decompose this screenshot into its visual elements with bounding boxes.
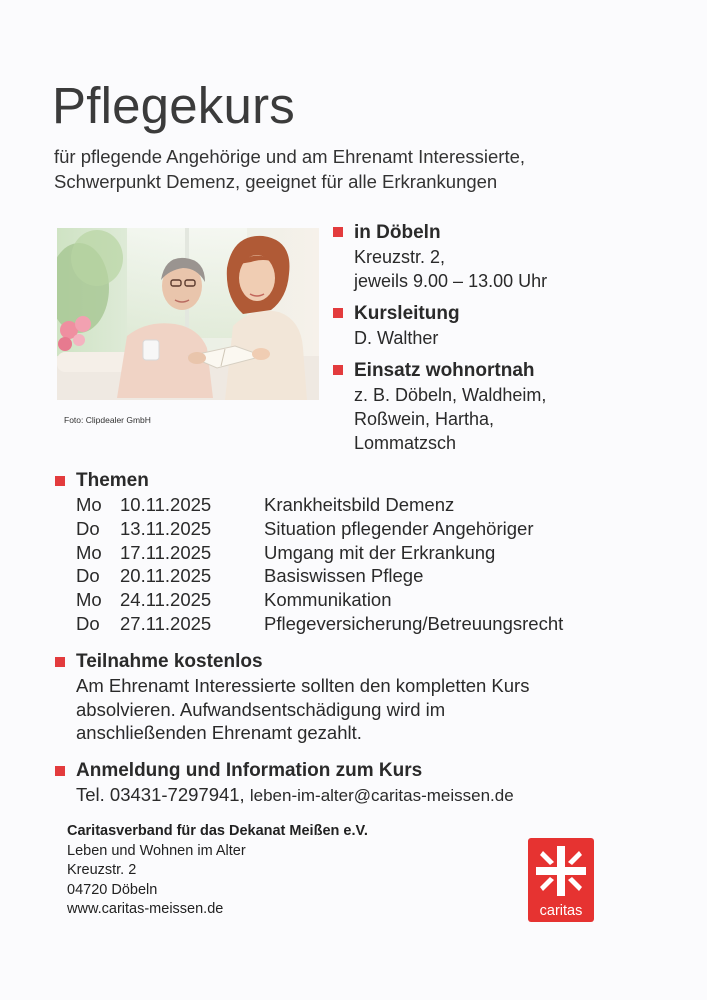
address-city: 04720 Döbeln	[67, 881, 158, 898]
subtitle	[54, 144, 525, 194]
info-line: Roßwein, Hartha,	[354, 409, 495, 429]
table-row	[76, 517, 563, 541]
session-date: 20.11.2025	[120, 565, 212, 587]
bullet-square-icon	[55, 766, 65, 776]
info-line: D. Walther	[354, 328, 439, 348]
session-date: 24.11.2025	[120, 589, 212, 611]
info-heading: Einsatz wohnortnah	[354, 360, 535, 381]
info-deployment	[333, 359, 673, 455]
session-day: Do	[76, 612, 100, 634]
table-row	[76, 564, 563, 588]
info-location	[333, 221, 673, 293]
participation-text-line: Am Ehrenamt Interessierte sollten den kompletten Kurs	[76, 675, 530, 696]
session-date: 13.11.2025	[120, 517, 212, 539]
info-heading: Kursleitung	[354, 303, 460, 324]
organization-name: Caritasverband für das Dekanat Meißen e.V.	[67, 823, 368, 839]
session-topic: Situation pflegender Angehöriger	[264, 517, 534, 539]
registration-heading: Anmeldung und Information zum Kurs	[76, 760, 423, 781]
department-name: Leben und Wohnen im Alter	[67, 842, 246, 859]
info-line: Kreuzstr. 2,	[354, 247, 446, 267]
session-day: Do	[76, 517, 100, 539]
email-link[interactable]: leben-im-alter@caritas-meissen.de	[249, 786, 514, 805]
session-topic: Basiswissen Pflege	[264, 565, 424, 587]
website-link[interactable]: www.caritas-meissen.de	[67, 901, 224, 917]
session-day: Mo	[76, 541, 102, 563]
info-course-lead	[333, 302, 673, 350]
info-line: Lommatzsch	[354, 433, 457, 453]
bullet-square-icon	[55, 476, 65, 486]
session-day: Mo	[76, 589, 102, 611]
table-row	[76, 493, 563, 517]
footer-address	[67, 822, 368, 920]
table-row	[76, 612, 563, 636]
participation-section	[55, 650, 675, 745]
session-topic: Kommunikation	[264, 589, 392, 611]
bullet-square-icon	[333, 365, 343, 375]
themes-heading: Themen	[76, 470, 149, 491]
info-heading: in Döbeln	[354, 222, 441, 243]
caritas-cross-icon	[528, 838, 594, 904]
registration-contact	[55, 783, 675, 808]
photo-credit: Foto: Clipdealer GmbH	[64, 415, 151, 425]
registration-section	[55, 759, 675, 808]
bullet-square-icon	[55, 657, 65, 667]
address-street: Kreuzstr. 2	[67, 862, 137, 878]
caregiver-photo	[57, 228, 319, 400]
themes-table	[76, 493, 563, 636]
info-line: jeweils 9.00 – 13.00 Uhr	[354, 271, 548, 291]
themes-section	[55, 469, 675, 636]
subtitle-line: für pflegende Angehörige und am Ehrenamt Interessierte,	[54, 146, 526, 167]
session-date: 10.11.2025	[120, 494, 212, 515]
session-day: Mo	[76, 494, 102, 515]
participation-heading: Teilnahme kostenlos	[76, 651, 263, 672]
course-info	[333, 221, 673, 464]
info-line: z. B. Döbeln, Waldheim,	[354, 385, 547, 405]
subtitle-line: Schwerpunkt Demenz, geeignet für alle Erkrankungen	[54, 171, 498, 192]
logo-wordmark: caritas	[539, 903, 583, 919]
session-topic: Krankheitsbild Demenz	[264, 494, 455, 515]
table-row	[76, 588, 563, 612]
phone-number: Tel. 03431-7297941,	[76, 784, 245, 805]
session-topic: Pflegeversicherung/Betreuungsrecht	[264, 612, 564, 634]
bullet-square-icon	[333, 227, 343, 237]
participation-text-line: anschließenden Ehrenamt gezahlt.	[76, 722, 362, 743]
session-topic: Umgang mit der Erkrankung	[264, 541, 496, 563]
session-date: 17.11.2025	[120, 541, 212, 563]
caritas-logo	[528, 838, 594, 922]
session-day: Do	[76, 565, 100, 587]
table-row	[76, 541, 563, 565]
participation-text-line: absolvieren. Aufwandsentschädigung wird im	[76, 698, 446, 720]
page-title: Pflegekurs	[52, 77, 295, 134]
session-date: 27.11.2025	[120, 612, 212, 634]
bullet-square-icon	[333, 308, 343, 318]
